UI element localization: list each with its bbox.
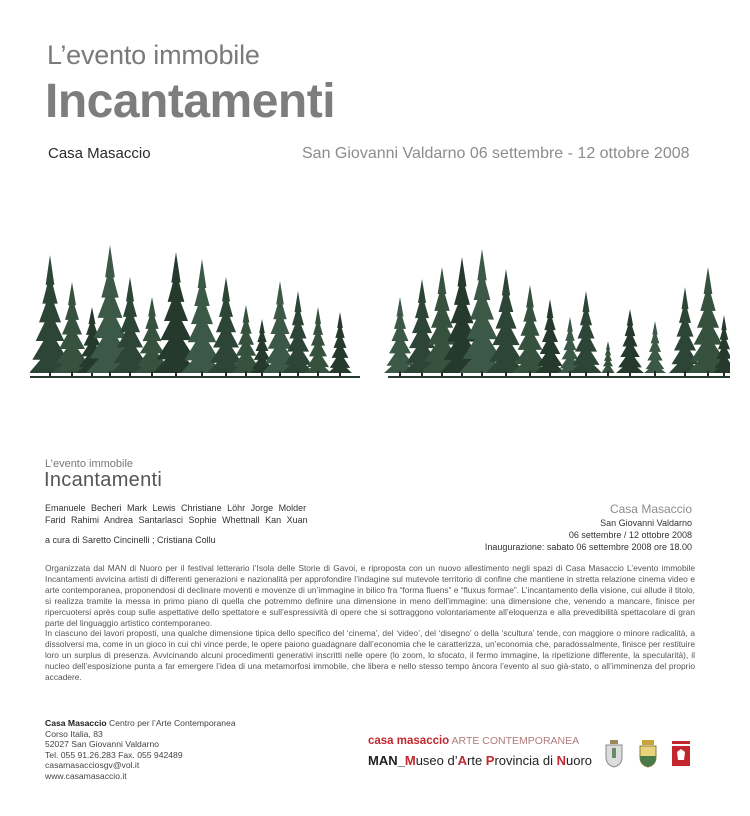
event-info — [485, 502, 692, 553]
email-link[interactable]: casamasacciosgv@vol.it — [45, 760, 140, 771]
tree-shape — [601, 341, 615, 373]
info-opening: Inaugurazione: sabato 06 settembre 2008 ore 18.00 — [484, 542, 692, 552]
artists-line: Emanuele Becheri Mark Lewis Christiane Löhr Jorge Molder — [45, 503, 307, 513]
forest-illustration — [30, 232, 730, 380]
header-subtitle: L’evento immobile — [47, 40, 260, 70]
provincial-crest-icon — [637, 740, 659, 768]
org-description: Centro per l’Arte Contemporanea — [106, 718, 236, 728]
info-venue: Casa Masaccio — [609, 502, 692, 516]
curator-credit: a cura di Saretto Cincinelli ; Cristiana Collu — [45, 535, 216, 545]
description-paragraph: In ciascuno dei lavori proposti, una qualche dimensione tipica dello specifico del ‘cinema’, del ‘video’, del ‘disegno’ o della ‘scultura’ tende, con maggiore o minore radicalità, a dissolversi ma, come in un gioco in cui chi vince perde, le opere paiono guadagnare dall’economia che le caratterizza, un’economia che, paradossalmente, finisce per restituire loro un surplus di presenza. Avvicinando alcuni procedimenti generativi inscritti nelle opere (lo zoom, lo sfocato, il fermo immagine, la ripetizione differente, la specularità), il nucleo dell’esposizione punta a far emergere l’idea di una metamorfosi immobile, che libera e nello stesso tempo àncora l’evento al suo già-stato, o all’imminenza del proprio accadere. — [45, 628, 695, 683]
man-logo-initial: M — [404, 753, 416, 768]
info-city: San Giovanni Valdarno — [600, 518, 692, 528]
tree-shape — [644, 321, 666, 373]
page-title: Incantamenti — [45, 75, 336, 128]
casa-logo-brand: casa masaccio — [368, 735, 450, 747]
ground-line — [388, 376, 730, 378]
man-logo-initial: A — [457, 753, 467, 768]
ground-line — [30, 376, 360, 378]
tree-shape — [328, 312, 352, 373]
man-museum-logo — [368, 753, 592, 768]
org-name: Casa Masaccio — [45, 718, 107, 728]
header-dates: San Giovanni Valdarno 06 settembre - 12 ottobre 2008 — [302, 145, 690, 162]
man-logo-text: rovincia di — [494, 753, 557, 768]
header-venue: Casa Masaccio — [48, 145, 151, 162]
address-line: Corso Italia, 83 — [45, 728, 103, 739]
casa-masaccio-logo — [368, 735, 579, 747]
man-logo-initial: N — [556, 753, 566, 768]
phone-fax: Tel. 055 91.26.283 Fax. 055 942489 — [45, 749, 183, 760]
address-line: 52027 San Giovanni Valdarno — [45, 739, 160, 750]
man-logo-text: rte — [467, 753, 486, 768]
man-logo-initial: P — [485, 753, 495, 768]
tree-shape — [570, 291, 602, 373]
man-logo-text: uoro — [566, 753, 593, 768]
section-subtitle: L’evento immobile — [45, 458, 134, 470]
website-link[interactable]: www.casamasaccio.it — [45, 770, 127, 781]
municipal-crest-icon — [603, 740, 625, 768]
tree-shape — [616, 309, 644, 373]
region-toscana-crest-icon — [670, 740, 692, 768]
man-logo-prefix: MAN_ — [368, 753, 405, 768]
section-title: Incantamenti — [44, 469, 163, 491]
artists-line: Farid Rahimi Andrea Santarlasci Sophie Whettnall Kan Xuan — [45, 515, 308, 525]
description-text — [45, 563, 695, 683]
contact-block — [45, 718, 236, 782]
description-paragraph: Organizzata dal MAN di Nuoro per il festival letterario l’Isola delle Storie di Gavoi, e riproposta con un nuovo allestimento negli spazi di Casa Masaccio L’evento immobile Incantamenti avvicina artisti di differenti generazioni e nazionalità per approfondire l’indagine sul mutevole territorio di confine che mantiene in stretta relazione cinema video e arte contemporanea, proponendosi di declinare moventi e movenze di un’immagine in bilico fra “forma fluens” e “fluxus formae”. L’incantamento della visione, cui allude il titolo, si realizza tramite la messa in primo piano di quella che potremmo definire una dimensione in meno dell’immagine: una dimensione che, venendo a mancare, finisce per ripercuotersi après coup sulle aspettative dello spettatore e sull’espressività di opere che si sottraggono volontariamente all’eloquenza e alla prevedibilità spettacolare di gran parte del linguaggio artistico contemporaneo. — [45, 563, 695, 628]
info-dates: 06 settembre / 12 ottobre 2008 — [568, 530, 692, 540]
casa-logo-sub: ARTE CONTEMPORANEA — [449, 735, 580, 747]
man-logo-text: useo d’ — [415, 753, 458, 768]
